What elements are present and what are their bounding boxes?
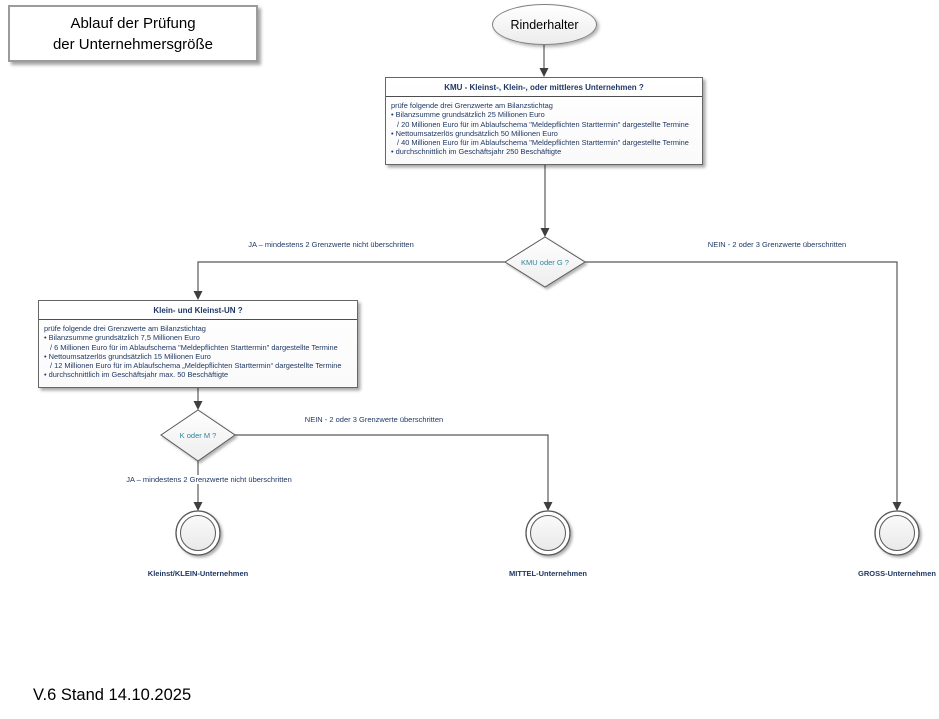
title-line-2: der Unternehmersgröße <box>52 35 214 53</box>
edge-label-ja-decision1: JA – mindestens 2 Grenzwerte nicht überschritten <box>230 240 432 249</box>
terminal-label-kleinst: Kleinst/KLEIN-Unternehmen <box>147 569 249 578</box>
arrowhead <box>541 228 550 237</box>
klein-check-title: Klein- und Kleinst-UN ? <box>39 301 357 320</box>
arrowhead <box>540 68 549 77</box>
terminal-label-mittel: MITTEL-Unternehmen <box>509 569 587 578</box>
edge-label-ja-decision2: JA – mindestens 2 Grenzwerte nicht überschritten <box>108 475 310 484</box>
klein-check-body <box>39 320 357 380</box>
kmu-check-body <box>386 97 702 157</box>
edge-decision2-no <box>235 435 548 503</box>
check-line: / 6 Millionen Euro für im Ablaufschema "Meldepflichten Starttermin" dargestellte Termine <box>50 342 338 352</box>
check-line: • Bilanzsumme grundsätzlich 7,5 Millionen Euro <box>44 333 200 343</box>
terminal-inner-circle <box>880 516 915 551</box>
arrowhead <box>194 401 203 410</box>
check-line: • durchschnittlich im Geschäftsjahr 250 Beschäftigte <box>391 147 562 157</box>
check-line: / 40 Millionen Euro für im Ablaufschema "Meldepflichten Starttermin" dargestellte Termine <box>397 138 689 148</box>
arrowhead <box>544 502 553 511</box>
check-line: prüfe folgende drei Grenzwerte am Bilanzstichtag <box>44 324 206 333</box>
start-node-label: Rinderhalter <box>510 17 579 32</box>
edge-decision1-no <box>585 262 897 503</box>
edge-label-nein-decision2: NEIN - 2 oder 3 Grenzwerte überschritten <box>273 415 475 424</box>
decision-k-label: K oder M ? <box>179 431 217 440</box>
terminal-circle-mittel <box>526 511 570 555</box>
terminal-inner-circle <box>531 516 566 551</box>
terminal-circle-kleinst <box>176 511 220 555</box>
start-node <box>492 4 597 45</box>
kmu-check-box <box>385 77 703 165</box>
check-line: / 12 Millionen Euro für im Ablaufschema „Meldepflichten Starttermin“ dargestellte Termine <box>50 361 342 371</box>
edge-label-nein-decision1: NEIN - 2 oder 3 Grenzwerte überschritten <box>676 240 878 249</box>
arrowhead <box>194 291 203 300</box>
check-line: • durchschnittlich im Geschäftsjahr max. 50 Beschäftigte <box>44 370 229 380</box>
version-text: V.6 Stand 14.10.2025 <box>33 686 192 704</box>
kmu-check-title: KMU - Kleinst-, Klein-, oder mittleres Unternehmen ? <box>386 78 702 97</box>
arrowhead <box>194 502 203 511</box>
terminal-label-gross: GROSS-Unternehmen <box>858 569 936 578</box>
check-line: • Nettoumsatzerlös grundsätzlich 15 Millionen Euro <box>44 351 211 361</box>
decision-kmu-label: KMU oder G ? <box>521 258 569 267</box>
check-line: • Nettoumsatzerlös grundsätzlich 50 Millionen Euro <box>391 128 558 138</box>
klein-check-box <box>38 300 358 388</box>
title-box <box>8 5 258 62</box>
arrowhead <box>893 502 902 511</box>
check-line: • Bilanzsumme grundsätzlich 25 Millionen Euro <box>391 110 545 120</box>
check-line: prüfe folgende drei Grenzwerte am Bilanzstichtag <box>391 101 553 110</box>
terminal-inner-circle <box>181 516 216 551</box>
check-line: / 20 Millionen Euro für im Ablaufschema "Meldepflichten Starttermin" dargestellte Termine <box>397 119 689 129</box>
terminal-circle-gross <box>875 511 919 555</box>
title-line-1: Ablauf der Prüfung <box>70 14 196 32</box>
edge-decision1-yes <box>198 262 505 292</box>
